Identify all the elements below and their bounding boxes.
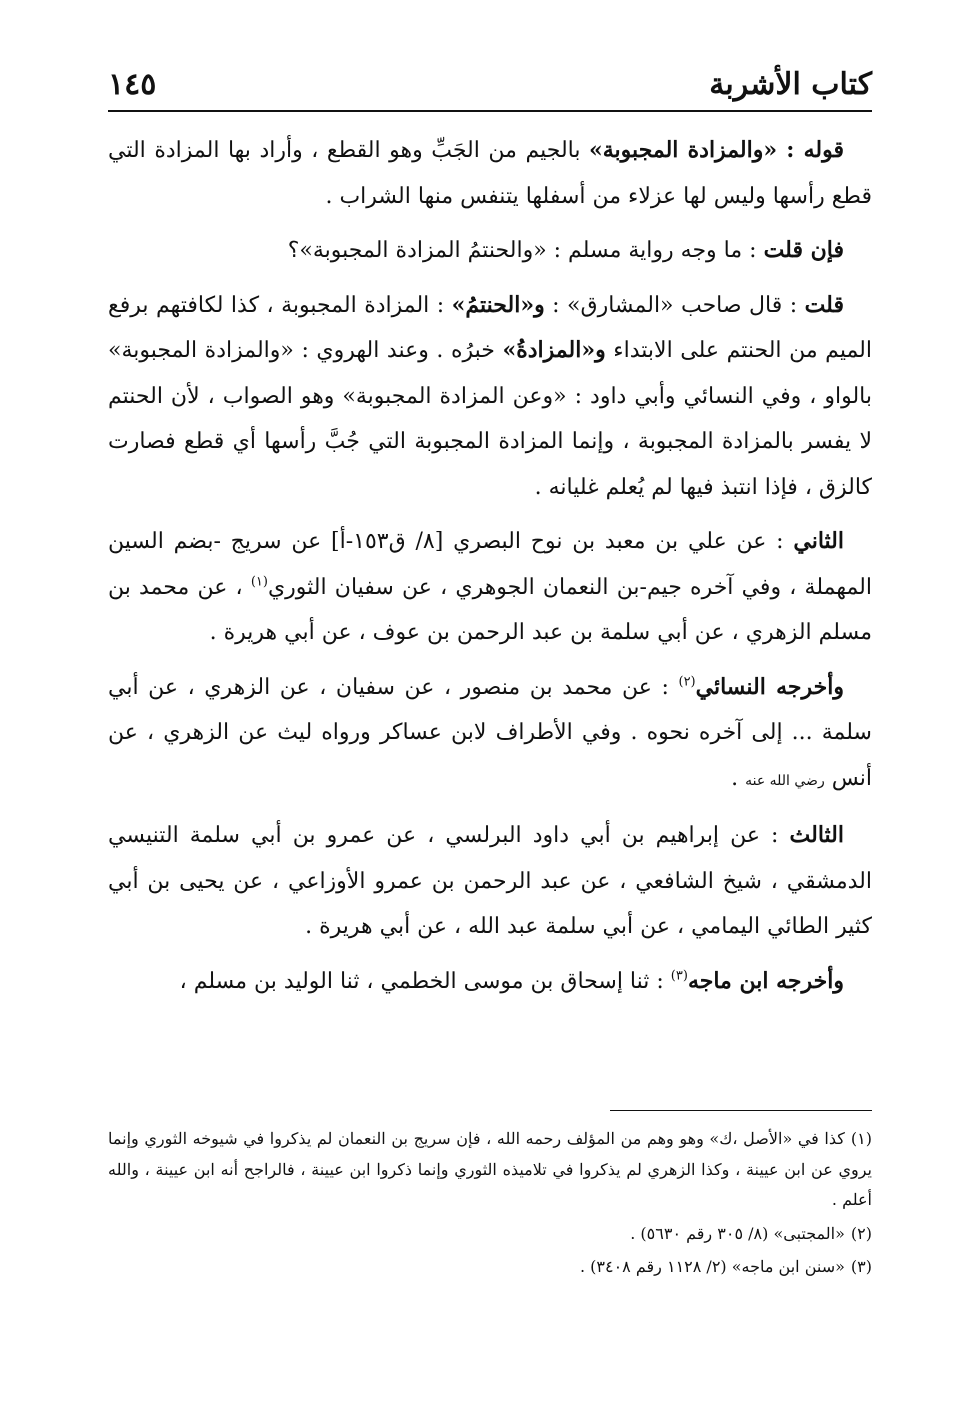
footnote-1-number: (١) xyxy=(850,1129,872,1148)
paragraph-5-lead: وأخرجه النسائي xyxy=(695,673,844,700)
paragraph-5-text-2: . xyxy=(731,765,746,791)
footnotes xyxy=(108,1124,872,1286)
paragraph-3-bold-1: و«الحنتمُ» xyxy=(451,291,545,318)
paragraph-6-text: : عن إبراهيم بن أبي داود البرلسي ، عن عمرو بن أبي سلمة التنيسي الدمشقي ، شيخ الشافعي ، عن عبد الرحمن بن عمرو الأوزاعي ، عن يحيى بن أبي كثير الطائي اليمامي ، عن أبي سلمة عبد الله ، عن أبي هريرة . xyxy=(108,823,872,939)
paragraph-3-text-2: : المزادة المجبوبة ، كذا لكافتهم برفع الميم من الحنتم على الابتداء xyxy=(108,292,872,363)
honorific-glyph: رضي الله عنه xyxy=(745,772,825,789)
paragraph-1-text: بالجيم من الجَبِّ وهو القطع ، وأراد بها المزادة التي قطع رأسها وليس لها عزلاء من أسفلها يتنفس منها الشراب . xyxy=(108,138,872,209)
footnote-1-text: كذا في «الأصل ،ك» وهو وهم من المؤلف رحمه الله ، فإن سريج بن النعمان لم يذكروا في شيوخه الثوري وإنما يروي عن ابن عيينة ، وكذا الزهري لم يذكروا في تلاميذه الثوري وإنما ذكروا ابن عيينة ، فالراجح أنه ابن عيينة ، والله أعلم . xyxy=(108,1129,872,1209)
paragraph-4 xyxy=(108,519,872,656)
footnote-2 xyxy=(108,1219,872,1250)
paragraph-6 xyxy=(108,813,872,950)
paragraph-7 xyxy=(108,959,872,1005)
main-text xyxy=(108,128,872,1013)
paragraph-2-lead: فإن قلت xyxy=(763,237,844,263)
paragraph-2 xyxy=(108,228,872,274)
paragraph-6-lead: الثالث xyxy=(789,822,844,848)
paragraph-3-text-3: خبرُه . وعند الهروي : «والمزادة المجبوبة» بالواو ، وفي النسائي وأبي داود : «وعن المزادة المجبوبة» وهو الصواب ، لأن الحنتم لا يفسر بالمزادة المجبوبة ، وإنما المزادة المجبوبة التي جُبَّ رأسها أي قطع فصارت كالزق ، فإذا انتبذ فيها لم يُعلم غليانه . xyxy=(108,338,872,500)
footnote-ref-3[interactable]: (٣) xyxy=(670,968,688,984)
footnote-3-text: «سنن ابن ماجه» (٢/ ١١٢٨ رقم ٣٤٠٨) . xyxy=(579,1257,845,1276)
page-number: ١٤٥ xyxy=(108,67,157,102)
header-rule xyxy=(108,110,872,112)
paragraph-7-text: : ثنا إسحاق بن موسى الخطمي ، ثنا الوليد بن مسلم ، xyxy=(179,968,671,994)
paragraph-1-lead: قوله : «والمزادة المجبوبة» xyxy=(589,137,844,163)
footnote-3 xyxy=(108,1252,872,1283)
footnote-1 xyxy=(108,1124,872,1216)
paragraph-4-lead: الثاني xyxy=(793,528,844,554)
paragraph-3-text-1: : قال صاحب «المشارق» : xyxy=(544,292,805,318)
footnote-2-text: «المجتبى» (٨/ ٣٠٥ رقم ٥٦٣٠) . xyxy=(630,1223,845,1243)
footnote-ref-2[interactable]: (٢) xyxy=(678,674,696,690)
page-header xyxy=(108,56,872,100)
paragraph-2-text: : ما وجه رواية مسلم : «والحنتمُ المزادة المجبوبة»؟ xyxy=(287,238,764,263)
paragraph-7-lead: وأخرجه ابن ماجه xyxy=(687,967,844,994)
footnote-2-number: (٢) xyxy=(850,1223,872,1243)
paragraph-4-text-1: : عن علي بن معبد بن نوح البصري [٨/ ق١٥٣-أ] عن سريج -بضم السين المهملة ، وفي آخره جيم-بن النعمان الجوهري ، عن سفيان الثوري xyxy=(108,529,872,600)
footnote-3-number: (٣) xyxy=(850,1257,872,1276)
paragraph-5-text-1: : عن محمد بن منصور ، عن سفيان ، عن الزهري ، عن أبي سلمة ... إلى آخره نحوه . وفي الأطراف لابن عساكر ورواه ليث عن الزهري ، عن أنس xyxy=(108,674,872,791)
paragraph-3-lead: قلت xyxy=(804,291,844,318)
paragraph-5 xyxy=(108,665,872,805)
paragraph-1 xyxy=(108,128,872,219)
running-title: كتاب الأشربة xyxy=(709,67,872,102)
paragraph-4-text-2: ، عن محمد بن مسلم الزهري ، عن أبي سلمة بن عبد الرحمن بن عوف ، عن أبي هريرة . xyxy=(108,574,872,645)
paragraph-3-bold-2: و«المزادةُ» xyxy=(502,337,606,363)
paragraph-3 xyxy=(108,283,872,511)
footnote-rule xyxy=(610,1110,872,1111)
footnote-ref-1[interactable]: (١) xyxy=(250,574,268,590)
